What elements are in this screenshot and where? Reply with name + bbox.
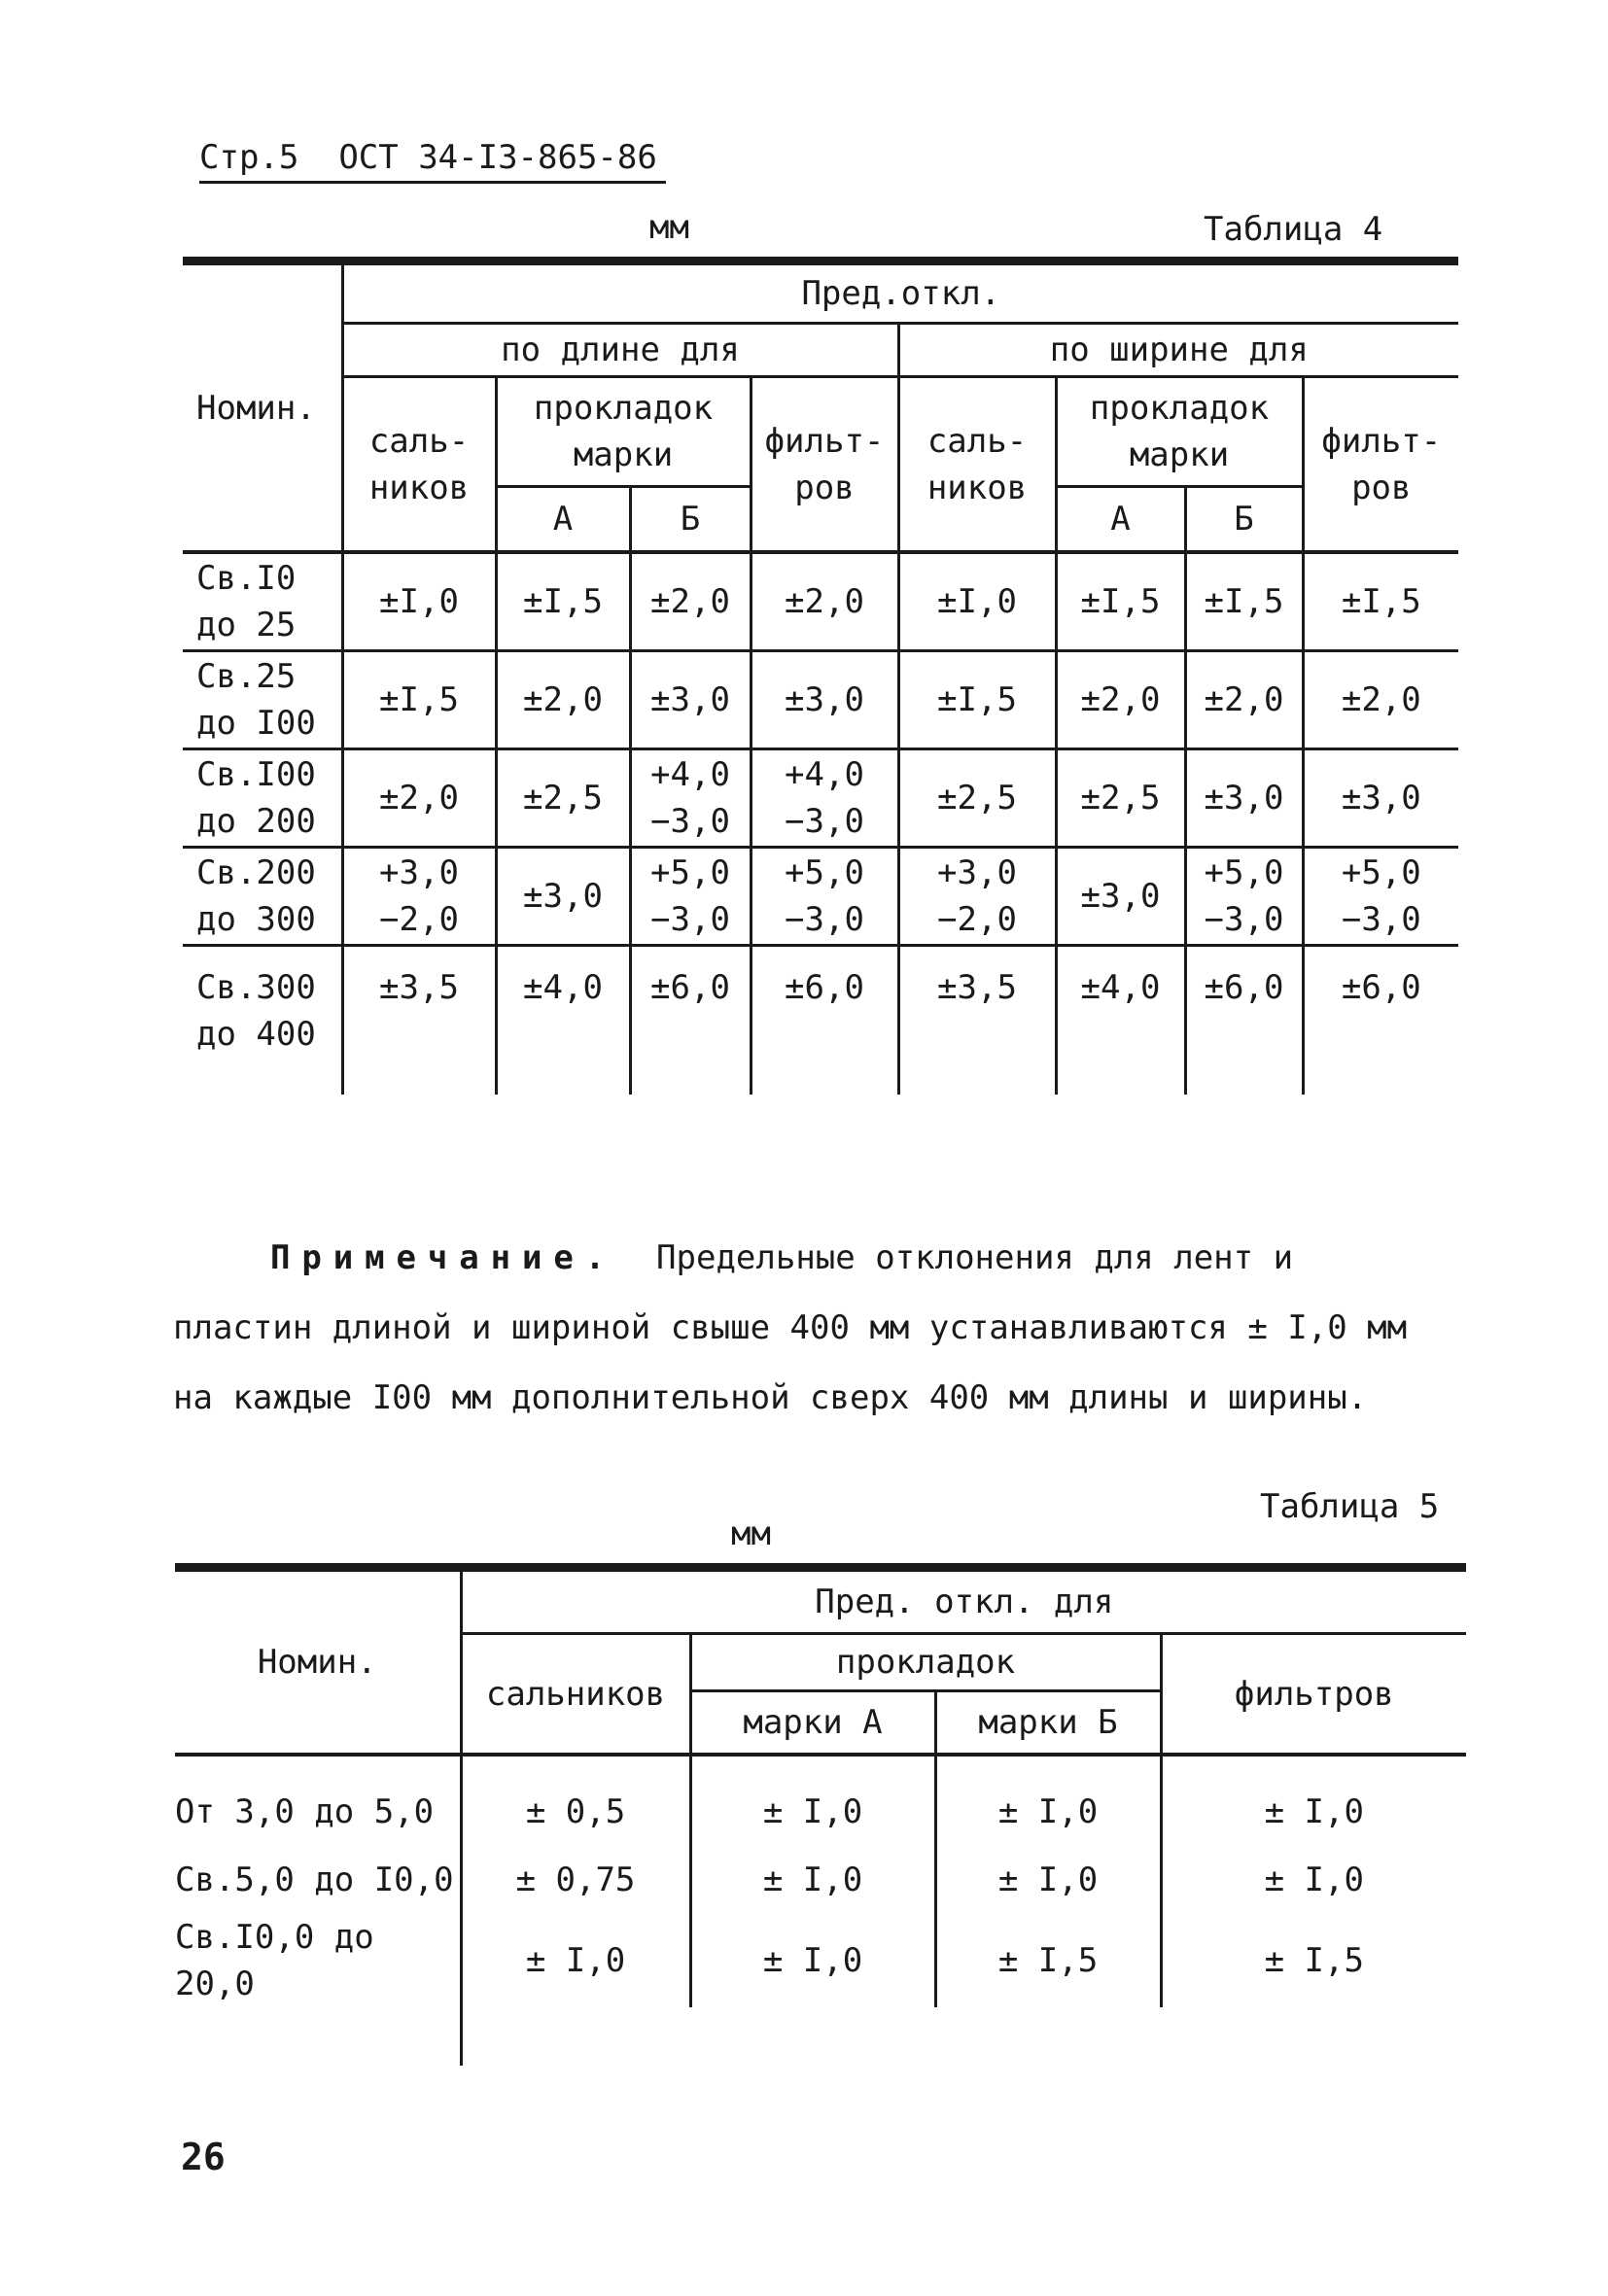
cell: ± I,0: [690, 1846, 935, 1914]
cell: ±2,0: [1185, 651, 1303, 749]
cell: ±3,5: [342, 946, 496, 1096]
row-nomin: Св.200 до 300: [183, 848, 342, 946]
cell: +3,0 −2,0: [898, 848, 1056, 946]
nomin-header: Номин.: [183, 261, 342, 553]
cell: ±6,0: [751, 946, 898, 1096]
table5-caption: Таблица 5: [1260, 1487, 1440, 1526]
cell: ±4,0: [496, 946, 630, 1096]
header-underline: [199, 181, 666, 184]
mark-a-width-header: А: [1056, 487, 1185, 553]
cell: ± I,0: [935, 1778, 1161, 1846]
cell: ± I,5: [1161, 1914, 1466, 2007]
cell: ±6,0: [1185, 946, 1303, 1096]
salnikov-length-header: саль-ников: [342, 377, 496, 553]
table-4: [183, 257, 1458, 1095]
filtrov-width-header: фильт-ров: [1303, 377, 1458, 553]
note-line-2: пластин длиной и шириной свыше 400 мм устанавливаются ± I,0 мм: [173, 1308, 1408, 1347]
table-5: [175, 1563, 1466, 2066]
mark-b-header: марки Б: [935, 1691, 1161, 1756]
cell: ± I,0: [690, 1914, 935, 2007]
cell: ±3,0: [1303, 749, 1458, 848]
table-row: [183, 848, 1458, 946]
filtrov-length-header: фильт-ров: [751, 377, 898, 553]
cell: ±2,0: [751, 552, 898, 651]
cell: ±2,0: [1303, 651, 1458, 749]
cell: +3,0 −2,0: [342, 848, 496, 946]
prokladok-header: прокладок: [690, 1634, 1161, 1691]
prokladok-length-header: прокладок марки: [496, 377, 751, 487]
row-nomin: Св.I0 до 25: [183, 552, 342, 651]
table-row: [183, 552, 1458, 651]
filtrov-header: фильтров: [1161, 1634, 1466, 1756]
cell: ± 0,5: [461, 1778, 690, 1846]
row-nomin: От 3,0 до 5,0: [175, 1792, 435, 1831]
cell: ±3,0: [496, 848, 630, 946]
cell: ±2,5: [898, 749, 1056, 848]
cell: ±2,0: [1056, 651, 1185, 749]
by-width-header: по ширине для: [898, 324, 1458, 377]
table-row: [183, 651, 1458, 749]
cell: ±I,5: [342, 651, 496, 749]
note-line-1: Предельные отклонения для лент и: [656, 1238, 1294, 1277]
cell: ± I,0: [1161, 1778, 1466, 1846]
cell: ± 0,75: [461, 1846, 690, 1914]
cell: ±3,0: [1056, 848, 1185, 946]
mark-a-length-header: А: [496, 487, 630, 553]
cell: ± I,0: [690, 1778, 935, 1846]
table-row: [175, 1778, 1466, 1846]
table-row: [175, 1846, 1466, 1914]
table-row: [175, 1914, 1466, 2007]
cell: ± I,0: [935, 1846, 1161, 1914]
row-nomin: Св.5,0 до I0,0: [175, 1861, 454, 1899]
cell: ±2,0: [342, 749, 496, 848]
row-nomin: Св.300 до 400: [196, 968, 316, 1054]
cell: ±I,5: [1056, 552, 1185, 651]
by-length-header: по длине для: [342, 324, 898, 377]
cell: ±2,5: [496, 749, 630, 848]
cell: +4,0 −3,0: [630, 749, 751, 848]
note-label: Примечание.: [270, 1238, 617, 1277]
mark-b-width-header: Б: [1185, 487, 1303, 553]
cell: +4,0 −3,0: [751, 749, 898, 848]
table4-units: мм: [649, 208, 689, 247]
cell: ±2,0: [496, 651, 630, 749]
cell: ±I,5: [898, 651, 1056, 749]
page-ref: Стр.5: [199, 138, 299, 177]
note-line-3: на каждые I00 мм дополнительной сверх 400 мм длины и ширины.: [173, 1378, 1368, 1417]
cell: ±3,0: [630, 651, 751, 749]
cell: ±2,0: [630, 552, 751, 651]
prokladok-width-header: прокладок марки: [1056, 377, 1303, 487]
cell: +5,0 −3,0: [630, 848, 751, 946]
cell: ± I,0: [1161, 1846, 1466, 1914]
nomin-header: Номин.: [175, 1568, 461, 1756]
cell: ±I,5: [496, 552, 630, 651]
table4-caption: Таблица 4: [1204, 210, 1383, 249]
cell: ± I,5: [935, 1914, 1161, 2007]
mark-a-header: марки А: [690, 1691, 935, 1756]
table-row: [183, 946, 1458, 1096]
cell: ±6,0: [1303, 946, 1458, 1096]
row-nomin: Св.25 до I00: [183, 651, 342, 749]
standard-code: ОСТ 34-I3-865-86: [338, 138, 657, 177]
cell: +5,0 −3,0: [1185, 848, 1303, 946]
cell: +5,0 −3,0: [1303, 848, 1458, 946]
row-nomin: Св.I0,0 до 20,0: [175, 1918, 374, 2003]
cell: ±3,5: [898, 946, 1056, 1096]
table-row: [183, 749, 1458, 848]
cell: ±6,0: [630, 946, 751, 1096]
cell: ±I,0: [898, 552, 1056, 651]
note-first-line: [270, 1238, 1293, 1277]
pred-otkl-header: Пред.откл.: [342, 261, 1458, 324]
mark-b-length-header: Б: [630, 487, 751, 553]
salnikov-header: сальников: [461, 1634, 690, 1756]
cell: ±I,5: [1303, 552, 1458, 651]
page-header: [199, 138, 657, 177]
page-number: 26: [181, 2136, 226, 2178]
cell: ±4,0: [1056, 946, 1185, 1096]
cell: ±2,5: [1056, 749, 1185, 848]
cell: ±I,0: [342, 552, 496, 651]
table5-units: мм: [731, 1514, 771, 1553]
cell: ± I,0: [461, 1914, 690, 2007]
salnikov-width-header: саль-ников: [898, 377, 1056, 553]
cell: +5,0 −3,0: [751, 848, 898, 946]
pred-otkl-header: Пред. откл. для: [461, 1568, 1466, 1634]
cell: ±3,0: [751, 651, 898, 749]
row-nomin: Св.I00 до 200: [183, 749, 342, 848]
cell: ±I,5: [1185, 552, 1303, 651]
cell: ±3,0: [1185, 749, 1303, 848]
